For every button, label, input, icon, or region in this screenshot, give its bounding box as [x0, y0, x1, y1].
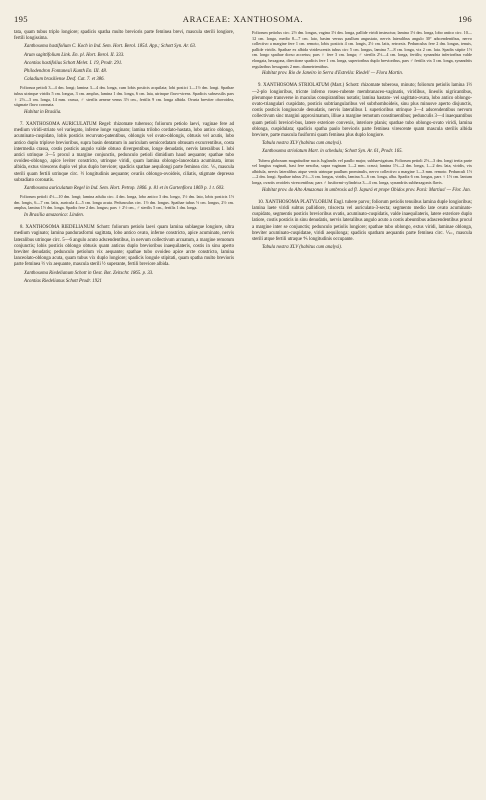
left-paragraph: 7. XANTHOSOMA AURICULATUM Regel: rhizomate tuberoso; foliorum petiolo laevi, vaginae fere ad medium viridi-striato vel variegato, inferne longe vaginato; lamina trilobo cordato-hastata, lobo antico oblongo, acuminato-cuspidato, lobis posticis recurvato-patentibus, oblongis vel ovato-oblongis, obtusis vel acutis, lobo antico duplo triplove brevioribus, supra basin dentatum in auriculam semicordatam obtusam excurrentibus, costa intermedia crassa, costis posticis angulo valde obtuso divergentibus, longe denudatis, nervis lateralibus I. lobi antici utrinque 3—5 procul a margine conjunctis, pedunculo petioli dimidium haud aequante; spathae tubo ovoideo-oblongo, apice leviter constricto, utrinque viridi, quam lamina oblongo-lanceolata acuminata, intus albida, extus virescens duplo vel plus duplo breviore; spadicis spathae aequilongi parte feminea circ. ⅙, mascula sterili quam fertili utrinque circ. ½ longitudinis aequante; ovariis oblongo-ovoideis, ciliatis, stigmate depresso subradiato coronatis. — [14, 122, 234, 183]
left-paragraph: Caladium brasiliense Desf. Cat. 7. et 386. — [24, 77, 105, 83]
page-number-right: 196 — [458, 14, 472, 24]
left-paragraph: tata, quam tubus triplo longiore; spadicis spatha multo brevioris parte feminea brevi, mascula sterili longiore, fertili longissima. — [14, 30, 234, 42]
left-column — [14, 30, 234, 287]
left-paragraph: Arum sagittifolium Link. En. pl. Hort. Berol. II. 333. — [24, 52, 125, 58]
right-paragraph: Tabula nostra XLV (habitus cum analysi). — [262, 141, 343, 147]
left-paragraph: Xanthosoma Riedelianum Schott in Oest. Bot. Zeitschr. 1865. p. 33. — [24, 270, 154, 276]
left-paragraph: In Brasilia amazonica: Linden. — [24, 213, 84, 219]
right-paragraph: Foliorum petiolus circ. 2½ dm. longus, vagina 1½ dm. longa, pallide viridi instructus; lamina 1½ dm. longa, lobo antico circ. 10—12 cm. longo, medio 8—7 cm. lato, basim versus paullum angustato, nervis lateralibus angulo 30° adscendentibus, nervo collectivo a margine fere 1 cm. remoto, lobis posticis 4 cm. longis, 2½ cm. latis, retrorsis. Pedunculus fere 2 dm. longus, tenuis, pallide viridis. Spathae ex albida viridescentis tubus circ 5 cm. longus, lamina 7—8 cm. longa, vix 2 cm. lata. Spadix stipite 1½ cm. longo spathae dorso accretus; pars ♀ fere 3 cm. longa; ♂ sterilis 2½—4 cm. longa, fertilis; synandria inferioribus valde elongata, hexagona, directione spadicis fere 1 cm. longa, superioribus duplo brevioribus, pars ♂ fertilis vix 3 cm. longa, synandriis regularibus hexagonis 2 mm. diametrientibus. — [252, 30, 472, 69]
running-title: ARACEAE: XANTHOSOMA. — [182, 14, 304, 24]
left-paragraph: Xanthosoma hastifolium C. Koch in Ind. Sem. Hort. Berol. 1854. App.; Schott Syn. Ar. 63. — [24, 44, 197, 50]
running-header — [14, 14, 472, 28]
right-paragraph: 9. XANTHOSOMA STRIOLATUM (Mart.) Schott: rhizomate tuberoso, minuto; foliorum petiolis lamina 1½—2-plo longioribus, tricnte inferno roseo-rubente membranaceo-vaginatis, viridibus, lineolis nigricantibus, plerumque transverse in maculas conspirantibus notatis; lamina hastato- vel sagittato-ovata, lobo antico oblongo-ovato-triangulari cuspidato, posticis subtriangularibus vel subrhomboideis, sinu plus minusve aperto disjunctis, costis posticis longiuscule denudatis, nervis lateralibus I. superioribus utrinque 3—4 adscendentibus nervum collectivum sinc margini approximatum, illiue a margine remotum constituentibus; pedunculis 3—4 inaequantibus quam petioli breviori-bus, latere exteriore convexis, interiore planis; spathae tubo oblongo-ovato viridi, lamina oblonga, cuspidulata; spadicis spatha paulo brevioris parte feminea virescente quam mascula sterilis albida breviore, parte mascula fusiformi quam feminea plus duplo longiore. — [252, 83, 472, 138]
right-paragraph: Habitat prov. do Alto Amazonas in umbrosis ad fl. Japurá et prope Obidos prov. Pará: Martius! — Flor. Jan. — [262, 187, 471, 193]
left-paragraph: Foliorum petioli 4½—10 dm. longi; lamina adulta circ. 4 dm. longa, lobo antico 3 dm. longo, 1½ dm. lato, lobis posticis 1½ dm. longis, 6—7 cm. latis, auricula 4—5 cm. longa acuta. Pedunculus circ. 1½ dm. longus. Spathae tubus ½ cm. longus, 2½ cm. amplus, lamina 1½ dm. longa. Spadix fere 2 dm. longus; pars ♀ 2½ cm., ♂ sterilis 5 cm., fertilis 1 dm. longa. — [14, 194, 234, 211]
two-columns — [14, 30, 472, 287]
left-paragraph: Acontias hastifolius Schott Melet. I. 19, Prodr. 291. — [24, 60, 123, 66]
left-paragraph: Habitat in Brasilia. — [24, 109, 62, 115]
left-paragraph: Xanthosoma auriculatum Regel in Ind. Sem. Hort. Petrop. 1866. p. 81 et in Gartenflora 1869 p. 1 t. 603. — [24, 186, 225, 192]
left-paragraph: Philodendron Fontanesii Kunth En. III. 48. — [24, 69, 107, 75]
page-number-left: 195 — [14, 14, 28, 24]
right-paragraph: Habitat prov. Rio de Janeiro in Serra d'Estrella: Riedel! — Flora Martin. — [262, 71, 403, 77]
right-paragraph: Tabula nostra XLV (habitus cum analysi). — [262, 245, 343, 251]
right-paragraph: Tubera globosum magnitudine nucis Juglandis vel paullo major, subhaevigatum. Foliorum petioli 2½—3 dm. longi tertia parte vel longius vaginati, basi fere nesciba, supra vaginam 1—2 mm. crassi; lamina 1½—2 dm. longa, 1—2 dm. lata, viridis, vix albidula, nervis lateralibus atque venis utrinque paullum prominulis, nervo collectivo a margine 1—3 mm. remoto. Pedunculi 1½—2 dm. longi. Spathae tubus 2½—3 cm. longus, viridis, lamina 5—6 cm. longa, alba. Spadix 6 cm. longus, pars ♀ 1½ cm. lantum longa, ovariis ovoideis virescentibus; pars ♂ fusiformi-cylindrica 3—4 cm. longa, synandriis subhexagonis flavis. — [252, 157, 472, 185]
left-paragraph: Acontias Riedelianus Schott Prodr. 1921 — [24, 278, 102, 284]
right-paragraph: 10. XANTHOSOMA PLATYLOBUM Engl. tubere parvo; foliorum petiolis tenuibus lamina duple longioribus; lamina laete viridi subtus pallidiore, triscecta vel auriculato-3-secta; segmento medio late ovato acuminato-cuspidato, segmentis posticis brevioribus ovatis, acuminato-cuspidatis, valde inaequilateris, latere exteriore duplo latiore, costis posticis in sinu denudatis, nervis lateralibus angulo acuto a costis abeuntibus adascendentibus procul a margine inter se conjunctis; pedunculo petiolis longiore; spathae tubo oblongo, extus viridi, laminae oblonga, breviter acuminato-cuspidatae, viridi aequilonga; spadicis spatham aequantis parte feminea circ. ⅒, mascula sterili atque fertili utraque ⅘ longitudinis occupante. — [252, 199, 472, 242]
left-paragraph: Folioruм petioli 3—4 dm. longi; lamina 3—4 dm. longa, cum lobis posticis acquilata; lobi postici 1—1½ dm. longi. Spathae tubus utrinque viridis 5 cm. longus, 3 cm. amplus, lamina 1 dm. longa, 6 cm. lata, utrinque flavo-virens. Spadicis subsessilis pars ♀ 2½—3 cm. longa, 14 mm. crassa, ♂ sterilis aeneae venus 3½ cm., fertilis 9 cm. longa albida. Ovaria breviter obovoidea, stigmate flavo coronata. — [14, 85, 234, 108]
right-paragraph: Xanthosoma striolatum Mart. in schedula; Schott Syn. Ar. 61, Prodr. 165. — [262, 149, 403, 155]
left-paragraph: 8. XANTHOSOMA RIEDELIANUM Schott: foliorum petiolo laevi quam lamina sublaegue longiore, ultra medium vaginato; lamina pandurasformi sagittata, lobo antico ovato, inferne constricto, apice acuminato, nervis lateralibus utrinque circ. 5—6 angulo acuto adscendentibus, in nervum collectivum arcuatum, a margine remotum conjunctis; lobis posticis oblongo obtusis quam anticus duplo brevioribus inaequilateris, costis in sinu aperto breviter denudatis; pedunculo petiolum vix aequante; spathae tubo ovoideo apice arcte constricto, lamina lanceolato-oblonga acuta, quam tubus vix duplo longiore; spadicis longule stipitati, quam spatha multo brevioris parte feminea ½ vix aequante, mascula sterili ½ superante, fertili breviore albida. — [14, 225, 234, 268]
right-column — [252, 30, 472, 287]
